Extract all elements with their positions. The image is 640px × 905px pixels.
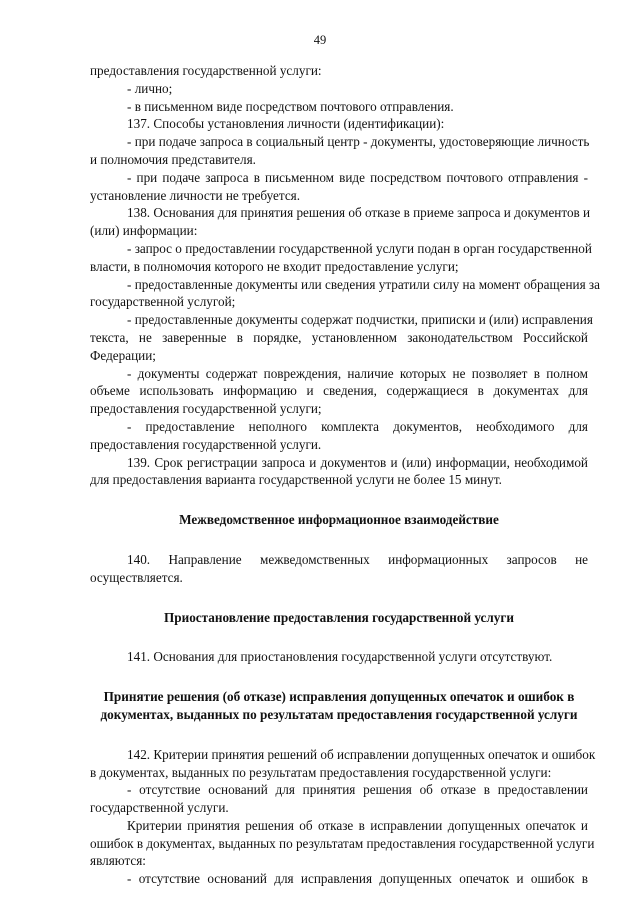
text-line: предоставления государственной услуги: [90,63,322,78]
text-line: - при подаче запроса в социальный центр - документы, удостоверяющие личность [127,134,590,150]
text-line: 140. Направление межведомственных информационных запросов не [127,551,588,567]
spacer [90,529,588,551]
spacer [90,724,588,746]
text-line: - запрос о предоставлении государственной услуги подан в орган государственной [127,240,592,256]
text-line: - лично; [127,80,173,96]
text-line: 142. Критерии принятия решений об исправлении допущенных опечаток и ошибок [127,746,596,762]
spacer [90,587,588,609]
text-line: являются: [90,853,146,869]
text-line: для предоставления варианта государственной услуги не более 15 минут. [90,472,502,488]
text-line: предоставления государственной услуги; [90,401,322,417]
text-line: 138. Основания для принятия решения об отказе в приеме запроса и документов и [127,205,591,221]
page-number: 49 [313,33,327,47]
section-heading: Приостановление предоставления государственной услуги [164,609,514,625]
text-line: власти, в полномочия которого не входит предоставление услуги; [90,258,459,274]
text-line: - предоставленные документы содержат подчистки, приписки и (или) исправления [127,312,593,328]
section-heading: документах, выданных по результатам предоставления государственной услуги [100,706,578,722]
text-line: государственной услугой; [90,294,236,310]
text-line: государственной услуги. [90,800,229,816]
text-line: в документах, выданных по результатам предоставления государственной услуги: [90,764,552,780]
text-line: - отсутствие оснований для исправления допущенных опечаток и ошибок в [127,871,588,887]
text-line: - отсутствие оснований для принятия решения об отказе в предоставлении [127,782,588,798]
text-line: 141. Основания для приостановления государственной услуги отсутствуют. [127,649,553,665]
text-line: 139. Срок регистрации запроса и документов и (или) информации, необходимой [127,454,588,470]
text-line: Федерации; [90,347,156,363]
text-line: объеме использовать информацию и сведения, содержащиеся в документах для [90,383,588,399]
section-heading: Принятие решения (об отказе) исправления допущенных опечаток и ошибок в [103,689,575,705]
text-line: - предоставление неполного комплекта документов, необходимого для [127,418,588,434]
spacer [90,666,588,688]
spacer [90,489,588,511]
text-line: установление личности не требуется. [90,187,301,203]
text-line: Критерии принятия решения об отказе в исправлении допущенных опечаток и [127,817,588,833]
text-line: предоставления государственной услуги. [90,436,322,452]
text-line: ошибок в документах, выданных по результатам предоставления государственной услуги [90,835,595,851]
text-line: - предоставленные документы или сведения утратили силу на момент обращения за [127,276,600,292]
text-line: текста, не заверенные в порядке, установленном законодательством Российской [90,329,588,345]
text-line: - в письменном виде посредством почтового отправления. [127,98,454,114]
text-line: (или) информации: [90,223,198,239]
text-line: осуществляется. [90,569,183,585]
spacer [90,626,588,648]
section-heading: Межведомственное информационное взаимодействие [179,512,499,528]
text-line: - документы содержат повреждения, наличие которых не позволяет в полном [127,365,588,381]
text-line: 137. Способы установления личности (идентификации): [127,116,445,132]
text-line: - при подаче запроса в письменном виде посредством почтового отправления - [127,169,588,185]
text-line: и полномочия представителя. [90,151,256,167]
document-body [90,62,600,888]
